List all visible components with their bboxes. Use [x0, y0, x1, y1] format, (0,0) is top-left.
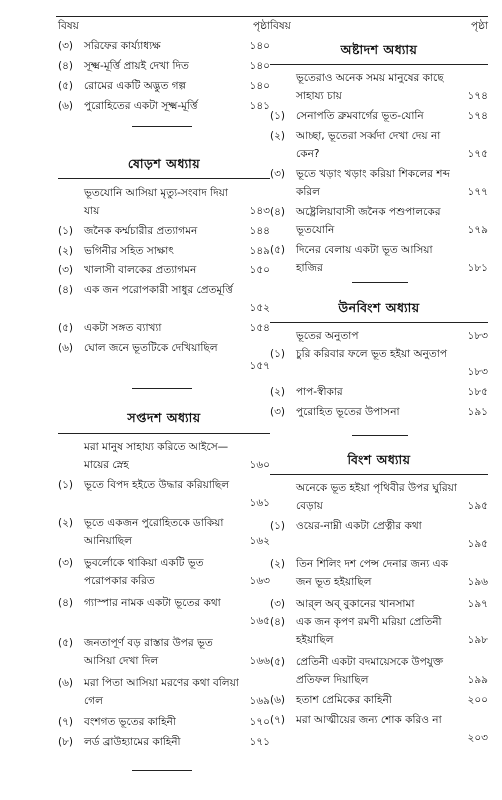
entry-page-number: ১৯৫	[467, 537, 488, 550]
toc-entry	[270, 128, 488, 163]
entry-page-number: ১৪৪	[249, 225, 270, 237]
toc-entry	[58, 223, 270, 241]
entry-number: (৪)	[58, 597, 74, 609]
toc-entry	[58, 477, 270, 512]
entry-page-number: ১৫৭	[249, 359, 270, 372]
entry-page-number: ১৭৪	[467, 110, 488, 122]
entry-title: বংশগত ভূতের কাহিনী	[84, 716, 176, 728]
entry-page-number: ১৬৯	[249, 694, 270, 707]
entry-title: ভূতের অনুতাপ	[296, 330, 359, 342]
right-column-header	[270, 19, 488, 36]
entry-title: আচ্ছা, ভূতেরা সর্ব্বদা দেখা দেয় না কেন?	[296, 130, 441, 160]
entry-page-number: ১৪০	[249, 40, 270, 52]
chapter-heading: সপ্তদশ অধ্যায়	[127, 410, 201, 425]
entry-title: প্রেতিনী একটা বদমায়েসকে উপযুক্ত প্রতিফল দিয়াছিল	[296, 656, 444, 686]
entry-title: খালাসী বালকের প্রত্যাগমন	[84, 264, 197, 276]
entry-page-number: ১৮৩	[467, 330, 488, 342]
entry-number: (২)	[270, 130, 286, 142]
toc-entry	[270, 328, 488, 346]
entry-title: মরা মানুষ সাহায্য করিতে আইসে— মায়ের স্নেহ	[84, 441, 229, 471]
entry-number: (৩)	[270, 406, 286, 418]
entry-title: ভগিনীর সহিত সাক্ষাৎ	[84, 245, 174, 257]
chapter-heading: অষ্টাদশ অধ্যায়	[340, 42, 418, 57]
entry-page-number: ১৬০	[249, 458, 270, 471]
right-column	[270, 0, 488, 800]
toc-entry	[58, 439, 270, 474]
entry-number: (৬)	[58, 100, 74, 112]
entry-number: (২)	[270, 558, 286, 570]
entry-title: সরিফের কার্য্যাধ্যক্ষ	[84, 40, 161, 52]
entry-title: ঘোল জনে ভূতটিকে দেখিয়াছিল	[84, 342, 218, 354]
entry-number: (৫)	[58, 322, 74, 334]
section-divider	[352, 282, 408, 283]
toc-entry	[58, 734, 270, 752]
entry-title: জনতাপূর্ণ বড় রাস্তার উপর ভূত আসিয়া দেখা দিল	[84, 637, 213, 667]
toc-entry	[58, 185, 270, 220]
header-page: পৃষ্ঠা	[470, 20, 488, 32]
toc-entry	[270, 108, 488, 126]
entry-number: (১)	[58, 225, 74, 237]
entry-page-number: ১৬২	[249, 534, 270, 547]
entry-number: (১)	[270, 110, 286, 122]
entry-number: (৩)	[270, 598, 286, 610]
entry-title: সেনাপতি ব্রুমবার্গের ভূত-যোনি	[296, 110, 424, 122]
entry-number: (৬)	[58, 342, 74, 354]
entry-page-number: ১৪০	[249, 80, 270, 92]
toc-entry	[58, 555, 270, 590]
entry-number: (৭)	[58, 716, 74, 728]
entry-title: গ্যাস্পার নামক একটা ভূতের কথা	[84, 597, 221, 609]
toc-entry	[58, 262, 270, 280]
chapter-heading: বিংশ অধ্যায়	[347, 452, 411, 467]
toc-entry	[270, 654, 488, 689]
entry-page-number: ১৪১	[249, 100, 270, 112]
entry-title: রোমের একটি অদ্ভুত গল্প	[84, 80, 187, 92]
header-rule	[270, 16, 488, 17]
toc-entry	[270, 384, 488, 402]
entry-title: জনৈক কর্ম্মচারীর প্রত্যাগমন	[84, 225, 198, 237]
entry-title: হতাশ প্রেমিকের কাহিনী	[296, 694, 392, 706]
entry-title: মরা পিতা আসিয়া মরণের কথা বলিয়া গেল	[84, 677, 239, 707]
entry-number: (৪)	[270, 206, 286, 218]
entry-title: ভূতে একজন পুরোহিতকে ডাকিয়া আনিয়াছিল	[84, 517, 224, 547]
header-page: পৃষ্ঠা	[252, 20, 270, 32]
entry-number: (৩)	[58, 40, 74, 52]
entry-page-number: ১৭৪	[467, 89, 488, 102]
entry-page-number: ১৯৬	[467, 575, 488, 588]
toc-entry	[270, 166, 488, 201]
toc-entry	[58, 282, 270, 317]
toc-entry	[270, 204, 488, 239]
section-divider	[132, 770, 192, 771]
toc-entry	[58, 320, 270, 338]
header-subject: বিষয়	[58, 20, 79, 32]
entry-number: (৫)	[270, 244, 286, 256]
header-rule	[56, 16, 270, 17]
entry-title: চুরি করিবার ফলে ভূত হইয়া অনুতাপ	[296, 348, 447, 360]
toc-entry	[270, 346, 488, 381]
entry-number: (৫)	[58, 80, 74, 92]
chapter-heading: উনবিংশ অধ্যায়	[338, 300, 420, 315]
entry-page-number: ১৬৫	[249, 614, 270, 627]
toc-entry	[58, 58, 270, 76]
entry-title: এক জন পরোপকারী সাধুর প্রেতমূর্ত্তি	[84, 284, 233, 296]
entry-page-number: ১৪০	[249, 60, 270, 72]
entry-number: (৪)	[270, 616, 286, 628]
toc-entry	[270, 242, 488, 277]
toc-entry	[270, 712, 488, 747]
toc-entry	[58, 714, 270, 732]
entry-title: ভূতযোনি আসিয়া মৃত্যু-সংবাদ দিয়া যায়	[84, 187, 228, 217]
entry-page-number: ১৫২	[249, 301, 270, 314]
entry-page-number: ১৯৯	[467, 673, 488, 686]
entry-number: (৬)	[58, 677, 74, 689]
entry-title: একটা সঙ্গত ব্যাখ্যা	[84, 322, 162, 334]
entry-title: ভূতে খড়াং খড়াং করিয়া শিকলের শব্দ করিল	[296, 168, 450, 198]
entry-page-number: ১৭৯	[467, 223, 488, 236]
entry-page-number: ১৬১	[249, 496, 270, 509]
entry-number: (৩)	[58, 557, 74, 569]
entry-page-number: ১৬৩	[249, 574, 270, 587]
toc-entry	[270, 614, 488, 649]
entry-number: (১)	[58, 479, 74, 491]
entry-page-number: ১৭৭	[467, 185, 488, 198]
entry-number: (৪)	[58, 284, 74, 296]
left-column-header	[58, 19, 270, 36]
entry-page-number: ১৮৫	[467, 386, 488, 398]
heading-underline	[270, 322, 488, 323]
toc-entry	[58, 98, 270, 116]
toc-entry	[58, 243, 270, 261]
entry-page-number: ১৯৭	[467, 598, 488, 610]
toc-entry	[58, 38, 270, 56]
entry-title: পুরোহিত ভূতের উপাসনা	[296, 406, 400, 418]
entry-number: (৮)	[58, 736, 74, 748]
entry-page-number: ১৯৫	[467, 499, 488, 512]
entry-number: (২)	[58, 245, 74, 257]
toc-entry	[270, 70, 488, 105]
heading-underline	[270, 474, 488, 475]
entry-title: অষ্ট্রেলিয়াবাসী জনৈক পশুপালকের ভূতযোনি	[296, 206, 441, 236]
entry-page-number: ১৯৮	[467, 633, 488, 646]
section-divider	[352, 435, 408, 436]
entry-title: ভূতে বিপদ হইতে উদ্ধার করিয়াছিল	[84, 479, 230, 491]
entry-title: দিনের বেলায় একটা ভূত আসিয়া হাজির	[296, 244, 433, 274]
entry-number: (৫)	[58, 637, 74, 649]
toc-entry	[58, 635, 270, 670]
toc-entry	[58, 515, 270, 550]
entry-number: (১)	[270, 520, 286, 532]
toc-entry	[270, 596, 488, 614]
toc-entry	[270, 480, 488, 515]
entry-page-number: ১৯১	[467, 406, 488, 418]
entry-page-number: ১৫৪	[249, 322, 270, 334]
entry-number: (৩)	[58, 264, 74, 276]
chapter-heading: ষোড়শ অধ্যায়	[127, 156, 201, 171]
entry-number: (৭)	[270, 714, 286, 726]
entry-page-number: ২০০	[467, 694, 488, 706]
entry-page-number: ১৮১	[467, 261, 488, 274]
entry-page-number: ১৮৩	[467, 365, 488, 378]
entry-page-number: ১৭৫	[467, 147, 488, 160]
entry-page-number: ১৪৩	[249, 204, 270, 217]
entry-page-number: ১৭০	[249, 716, 270, 728]
entry-title: তিন শিলিং দশ পেন্স দেনার জন্য এক জন ভূত হইয়াছিল	[296, 558, 449, 588]
entry-title: লর্ড ব্রাউহ্যামের কাহিনী	[84, 736, 181, 748]
entry-number: (৫)	[270, 656, 286, 668]
entry-title: পাপ-স্বীকার	[296, 386, 343, 398]
entry-page-number: ১৫০	[249, 264, 270, 276]
toc-entry	[58, 78, 270, 96]
header-subject: বিষয়	[270, 20, 291, 32]
toc-entry	[58, 595, 270, 630]
entry-page-number: ১৬৬	[249, 654, 270, 667]
toc-entry	[270, 692, 488, 710]
entry-page-number: ১৭১	[249, 736, 270, 748]
heading-underline	[58, 433, 270, 434]
section-divider	[132, 126, 192, 127]
entry-title: সূক্ষ্ম-মূর্ত্তি প্রায়ই দেখা দিত	[84, 60, 189, 72]
entry-title: অনেকে ভূত হইয়া পৃথিবীর উপর ঘুরিয়া বেড়ায়	[296, 482, 457, 512]
entry-title: পুরোহিতের একটা সূক্ষ্ম-মূর্ত্তি	[84, 100, 198, 112]
entry-number: (১)	[270, 348, 286, 360]
entry-title: ভূতেরাও অনেক সময় মানুষের কাছে সাহায্য চায়	[296, 72, 444, 102]
section-divider	[132, 388, 192, 389]
entry-page-number: ১৪৯	[249, 245, 270, 257]
entry-title: ভুবর্লোকে থাকিয়া একটি ভূত পরোপকার করিত	[84, 557, 204, 587]
entry-number: (২)	[270, 386, 286, 398]
entry-number: (২)	[58, 517, 74, 529]
toc-entry	[270, 404, 488, 422]
entry-title: আর্‌ল অব্‌ বুকানের খানসামা	[296, 598, 415, 610]
entry-page-number: ২০৩	[467, 731, 488, 744]
entry-title: ওয়ের-নাম্নী একটা প্রেত্নীর কথা	[296, 520, 422, 532]
left-column	[58, 0, 270, 800]
entry-title: এক জন কৃপণ রমণী মরিয়া প্রেতিনী হইয়াছিল	[296, 616, 442, 646]
heading-underline	[270, 64, 488, 65]
toc-entry	[270, 518, 488, 553]
entry-number: (৬)	[270, 694, 286, 706]
heading-underline	[58, 178, 270, 179]
toc-entry	[270, 556, 488, 591]
entry-number: (৪)	[58, 60, 74, 72]
entry-title: মরা আত্মীয়ের জন্য শোক করিও না	[296, 714, 442, 726]
toc-entry	[58, 340, 270, 375]
entry-number: (৩)	[270, 168, 286, 180]
toc-entry	[58, 675, 270, 710]
